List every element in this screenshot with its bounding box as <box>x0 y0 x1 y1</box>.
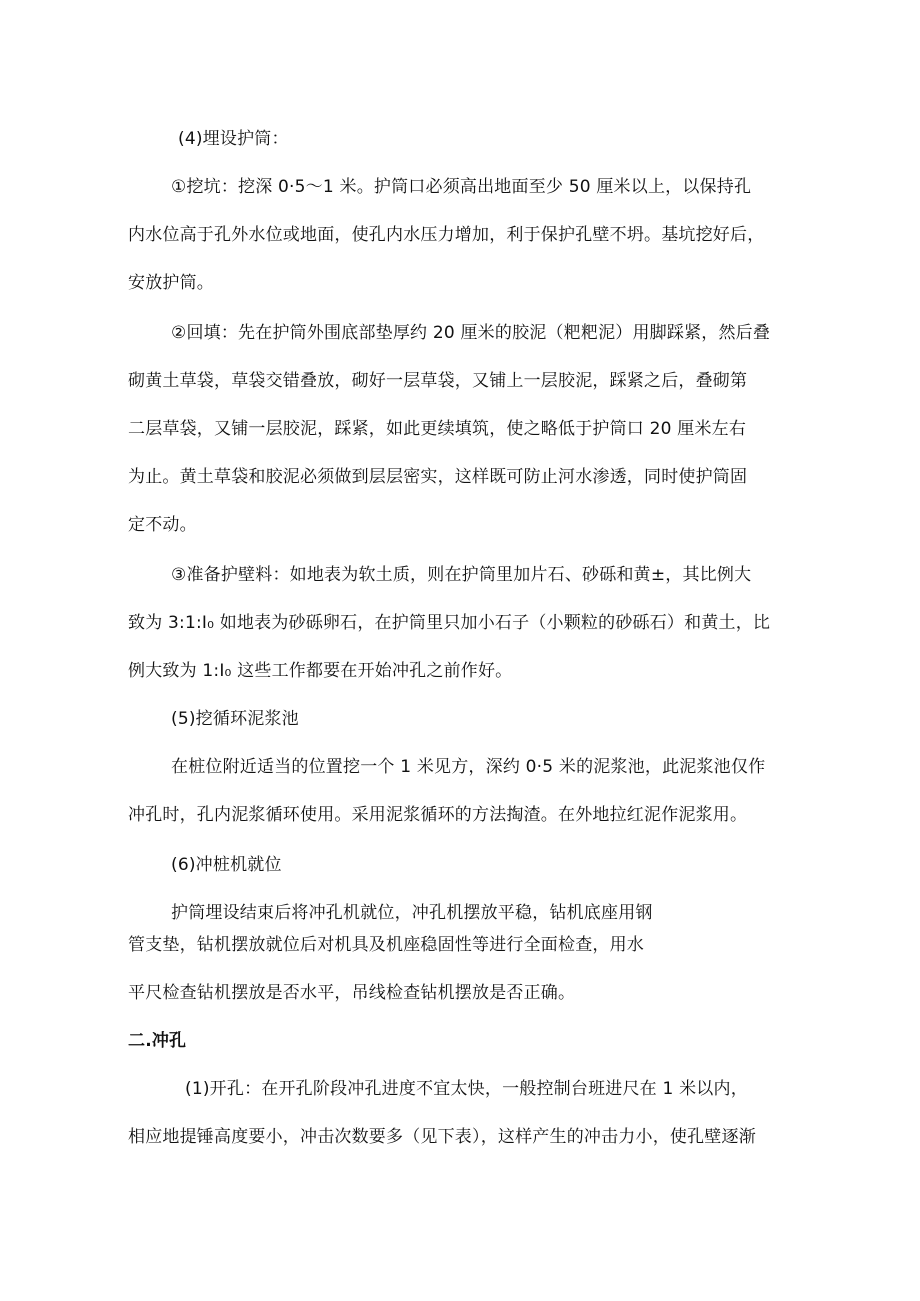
paragraph-pit-line-2: 冲孔时，孔内泥浆循环使用。采用泥浆循环的方法掏渣。在外地拉红泥作泥浆用。 <box>128 805 748 825</box>
paragraph-position-line-1: 护筒埋设结束后将冲孔机就位，冲孔机摆放平稳，钻机底座用钢 <box>171 903 653 923</box>
paragraph-position-line-2: 管支垫，钻机摆放就位后对机具及机座稳固性等进行全面检查，用水 <box>128 935 644 955</box>
heading-rig-position: (6)冲桩机就位 <box>171 855 282 875</box>
paragraph-backfill-line-1: ②回填：先在护筒外围底部垫厚约 20 厘米的胶泥（粑粑泥）用脚踩紧，然后叠 <box>171 323 771 343</box>
heading-bury-casing: (4)埋设护筒： <box>178 129 289 149</box>
paragraph-dig-line-2: 内水位高于孔外水位或地面，使孔内水压力增加，利于保护孔壁不坍。基坑挖好后， <box>128 225 765 245</box>
paragraph-backfill-line-4: 为止。黄土草袋和胶泥必须做到层层密实，这样既可防止河水渗透，同时使护筒固 <box>128 467 748 487</box>
paragraph-dig-line-1: ①挖坑：挖深 0·5～1 米。护筒口必须高出地面至少 50 厘米以上，以保持孔 <box>171 177 752 197</box>
paragraph-pit-line-1: 在桩位附近适当的位置挖一个 1 米见方，深约 0·5 米的泥浆池，此泥浆池仅作 <box>171 757 766 777</box>
paragraph-backfill-line-5: 定不动。 <box>128 515 197 535</box>
paragraph-dig-line-3: 安放护筒。 <box>128 273 214 293</box>
paragraph-material-line-2: 致为 3:1:I₀ 如地表为砂砾卵石，在护筒里只加小石子（小颗粒的砂砾石）和黄土，比 <box>128 613 771 633</box>
paragraph-open-line-2: 相应地提锤高度要小，冲击次数要多（见下表），这样产生的冲击力小，使孔壁逐渐 <box>128 1127 756 1147</box>
paragraph-material-line-3: 例大致为 1:I₀ 这些工作都要在开始冲孔之前作好。 <box>128 661 513 681</box>
paragraph-position-line-3: 平尺检查钻机摆放是否水平，吊线检查钻机摆放是否正确。 <box>128 983 576 1003</box>
paragraph-backfill-line-2: 砌黄土草袋，草袋交错叠放，砌好一层草袋，又铺上一层胶泥，踩紧之后，叠砌第 <box>128 371 748 391</box>
paragraph-backfill-line-3: 二层草袋，又铺一层胶泥，踩紧，如此更续填筑，使之略低于护筒口 20 厘米左右 <box>128 419 747 439</box>
paragraph-material-line-1: ③准备护壁料：如地表为软土质，则在护筒里加片石、砂砾和黄±，其比例大 <box>171 565 752 585</box>
section-title-drilling: 二.冲孔 <box>128 1031 187 1051</box>
paragraph-open-line-1: (1)开孔：在开孔阶段冲孔进度不宜太快，一般控制台班进尺在 1 米以内， <box>185 1079 748 1099</box>
heading-mud-pit: (5)挖循环泥浆池 <box>171 709 299 729</box>
